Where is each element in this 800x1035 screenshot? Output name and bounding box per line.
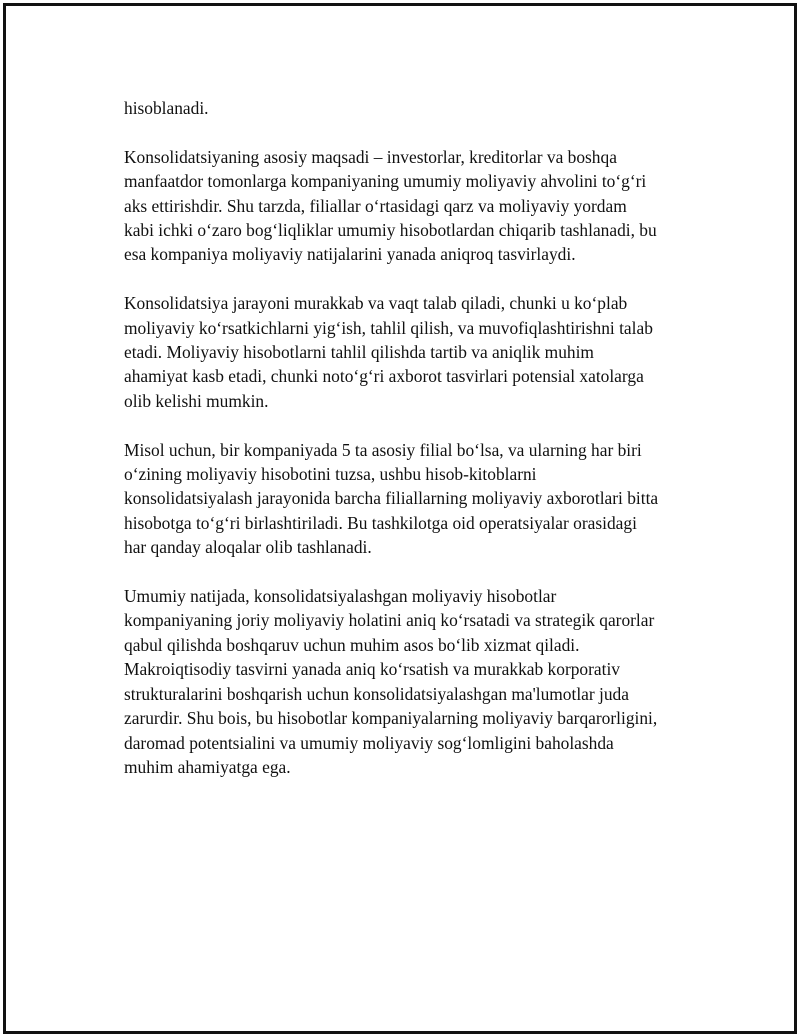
text-line: konsolidatsiyalash jarayonida barcha filiallarning moliyaviy axborotlari bitta (124, 488, 659, 509)
text-line: etadi. Moliyaviy hisobotlarni tahlil qilishda tartib va aniqlik muhim (124, 342, 594, 363)
text-line: har qanday aloqalar olib tashlanadi. (124, 537, 372, 558)
text-line: manfaatdor tomonlarga kompaniyaning umumiy moliyaviy ahvolini to‘g‘ri (124, 171, 647, 192)
text-line: moliyaviy ko‘rsatkichlarni yig‘ish, tahlil qilish, va muvofiqlashtirishni talab (124, 317, 653, 338)
text-line: aks ettirishdir. Shu tarzda, filiallar o‘rtasidagi qarz va moliyaviy yordam (124, 195, 627, 216)
text-line: Umumiy natijada, konsolidatsiyalashgan moliyaviy hisobotlar (124, 586, 557, 607)
paragraph-3 (124, 291, 694, 413)
text-line: qabul qilishda boshqaruv uchun muhim asos bo‘lib xizmat qiladi. (124, 634, 580, 655)
text-line: Misol uchun, bir kompaniyada 5 ta asosiy filial bo‘lsa, va ularning har biri (124, 439, 642, 460)
page-frame (3, 3, 797, 1034)
document-body (124, 96, 694, 804)
text-line: olib kelishi mumkin. (124, 390, 269, 411)
text-line: esa kompaniya moliyaviy natijalarini yanada aniqroq tasvirlaydi. (124, 244, 576, 265)
text-line: daromad potentsialini va umumiy moliyaviy sog‘lomligini baholashda (124, 732, 614, 753)
text-line: Makroiqtisodiy tasvirni yanada aniq ko‘rsatish va murakkab korporativ (124, 659, 620, 680)
paragraph-4 (124, 438, 694, 560)
paragraph-5 (124, 584, 694, 779)
text-line: ahamiyat kasb etadi, chunki noto‘g‘ri axborot tasvirlari potensial xatolarga (124, 366, 644, 387)
text-line: kabi ichki o‘zaro bog‘liqliklar umumiy hisobotlardan chiqarib tashlanadi, bu (124, 220, 657, 241)
text-line: kompaniyaning joriy moliyaviy holatini aniq ko‘rsatadi va strategik qarorlar (124, 610, 655, 631)
text-line: Konsolidatsiyaning asosiy maqsadi – investorlar, kreditorlar va boshqa (124, 146, 617, 167)
text-line: muhim ahamiyatga ega. (124, 756, 291, 777)
text-line: Konsolidatsiya jarayoni murakkab va vaqt talab qiladi, chunki u ko‘plab (124, 293, 628, 314)
paragraph-1 (124, 96, 694, 120)
text-line: strukturalarini boshqarish uchun konsolidatsiyalashgan ma'lumotlar juda (124, 683, 629, 704)
text-line: o‘zining moliyaviy hisobotini tuzsa, ushbu hisob-kitoblarni (124, 464, 537, 485)
text-line: hisoblanadi. (124, 98, 209, 118)
text-line: zarurdir. Shu bois, bu hisobotlar kompaniyalarning moliyaviy barqarorligini, (124, 708, 658, 729)
paragraph-2 (124, 145, 694, 267)
text-line: hisobotga to‘g‘ri birlashtiriladi. Bu tashkilotga oid operatsiyalar orasidagi (124, 512, 637, 533)
